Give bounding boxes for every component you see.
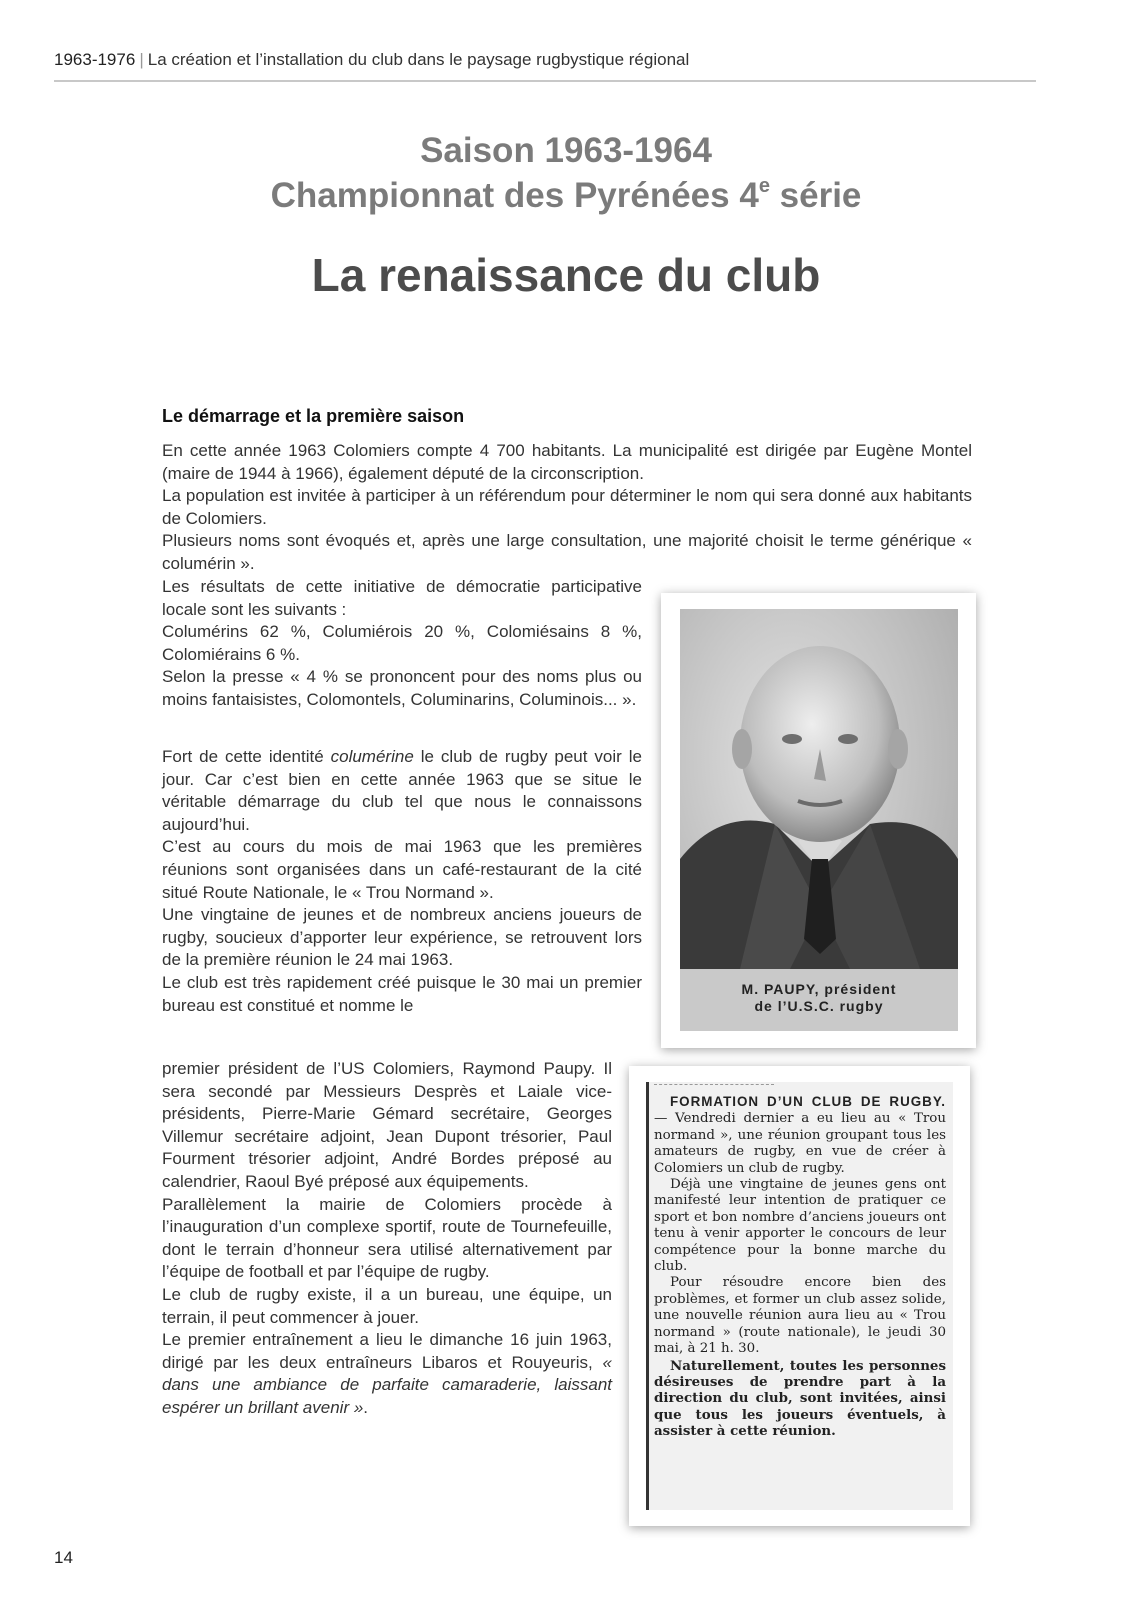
caption-line: M. PAUPY, président [741, 981, 897, 997]
paragraph: Les résultats de cette initiative de démocratie participative locale sont les suivants : [162, 577, 642, 619]
header-separator: | [139, 50, 144, 69]
paragraph: Le club de rugby existe, il a un bureau, une équipe, un terrain, il peut commencer à jouer. [162, 1284, 612, 1327]
paragraph: En cette année 1963 Colomiers compte 4 700 habitants. La municipalité est dirigée par Eugène Montel (maire de 1944 à 1966), également député de la circonscription. [162, 441, 972, 483]
paragraph [162, 1329, 612, 1419]
paragraph: Plusieurs noms sont évoqués et, après une large consultation, une majorité choisit le terme générique « columérin ». [162, 531, 972, 573]
training-before: Le premier entraînement a lieu le dimanche 16 juin 1963, dirigé par les deux entraîneurs Libaros et Rouyeuris, [162, 1330, 612, 1372]
training-quote: « dans une ambiance de parfaite camaraderie, laissant espérer un brillant avenir » [162, 1352, 612, 1417]
main-title: La renaissance du club [311, 249, 821, 301]
paragraph: La population est invitée à participer à un référendum pour déterminer le nom qui sera donné aux habitants de Colomiers. [162, 486, 972, 528]
championship-label [0, 173, 1132, 218]
training-after: . [363, 1397, 369, 1417]
paragraph: Columérins 62 %, Columiérois 20 %, Colomiésains 8 %, Colomiérains 6 %. [162, 622, 642, 664]
paragraph [162, 746, 642, 836]
clipping-edge [646, 1082, 649, 1510]
header-period: 1963-1976 [54, 50, 136, 69]
section-heading: Le démarrage et la première saison [162, 406, 465, 426]
championship-pre: Championnat des Pyrénées 4 [270, 176, 759, 215]
newspaper-clipping [646, 1082, 953, 1510]
portrait-photo [680, 609, 958, 1031]
clipping-text: — Vendredi dernier a eu lieu au « Trou normand », une réunion groupant tous les amateurs de rugby, en vue de créer à Colomiers un club de rugby. [654, 1111, 946, 1176]
clipping-torn-edge [654, 1084, 774, 1085]
identity-before: Fort de cette identité [162, 747, 331, 766]
clipping-paragraph: Naturellement, toutes les personnes désireuses de prendre part à la direction du club, sont invitées, ainsi que tous les joueurs éventuels, à assister à cette réunion. [654, 1357, 946, 1440]
season-label: Saison 1963-1964 [420, 131, 712, 170]
paragraph: Parallèlement la mairie de Colomiers procède à l’inauguration d’un complexe sportif, route de Tournefeuille, dont le terrain d’honneur sera utilisé alternativement par l’équipe de football et par l’équipe de rugby. [162, 1194, 612, 1282]
header-chapter-title: La création et l’installation du club dans le paysage rugbystique régional [147, 50, 690, 69]
newspaper-clipping-frame [629, 1066, 970, 1526]
header-rule [54, 80, 1036, 82]
identity-after: le club de rugby peut voir le jour. Car c’est bien en cette année 1963 que se situe le véritable démarrage du club tel que nous le connaissons aujourd’hui. [162, 747, 643, 834]
portrait-caption [680, 981, 958, 1015]
caption-line: de l’U.S.C. rugby [754, 998, 884, 1014]
championship-sup: e [758, 175, 770, 198]
intro-text [162, 440, 972, 576]
clipping-headline: FORMATION D’UN CLUB DE RUGBY. [670, 1094, 946, 1109]
paragraph: Une vingtaine de jeunes et de nombreux anciens joueurs de rugby, soucieux d’apporter leur expérience, se retrouvent lors de la première réunion le 24 mai 1963. [162, 905, 642, 970]
portrait-photo-frame [661, 593, 976, 1048]
running-header [54, 50, 1034, 70]
clipping-paragraph [654, 1094, 946, 1177]
page-number: 14 [54, 1548, 73, 1567]
history-text [162, 746, 642, 1017]
results-text [162, 576, 642, 712]
paragraph: Selon la presse « 4 % se prononcent pour des noms plus ou moins fantaisistes, Colomontels, Columinarins, Columinois... ». [162, 667, 642, 709]
season-title [0, 128, 1132, 218]
paragraph: premier président de l’US Colomiers, Raymond Paupy. Il sera secondé par Messieurs Desprès et Laiale vice-présidents, Pierre-Marie Gémard secrétaire, Georges Villemur secrétaire adjoint, Jean Dupont trésorier, Paul Fourment trésorier adjoint, André Bordes préposé au calendrier, Raoul Byé préposé aux équipements. [162, 1059, 612, 1191]
championship-post: série [769, 176, 862, 215]
portrait-image-icon [680, 609, 958, 1031]
paragraph: Le club est très rapidement créé puisque le 30 mai un premier bureau est constitué et nomme le [162, 972, 642, 1015]
clipping-paragraph: Pour résoudre encore bien des problèmes, et former un club assez solide, une nouvelle réunion aura lieu au « Trou normand » (route nationale), le jeudi 30 mai, à 21 h. 30. [654, 1275, 946, 1357]
identity-italic: columérine [330, 747, 414, 766]
bureau-text [162, 1058, 612, 1420]
clipping-body [654, 1094, 946, 1440]
clipping-paragraph: Déjà une vingtaine de jeunes gens ont manifesté leur intention de pratiquer ce sport et bon nombre d’anciens joueurs ont tenu à venir apporter le concours de leur compétence pour la bonne marche du club. [654, 1177, 946, 1275]
paragraph: C’est au cours du mois de mai 1963 que les premières réunions sont organisées dans un café-restaurant de la cité situé Route Nationale, le « Trou Normand ». [162, 837, 642, 902]
